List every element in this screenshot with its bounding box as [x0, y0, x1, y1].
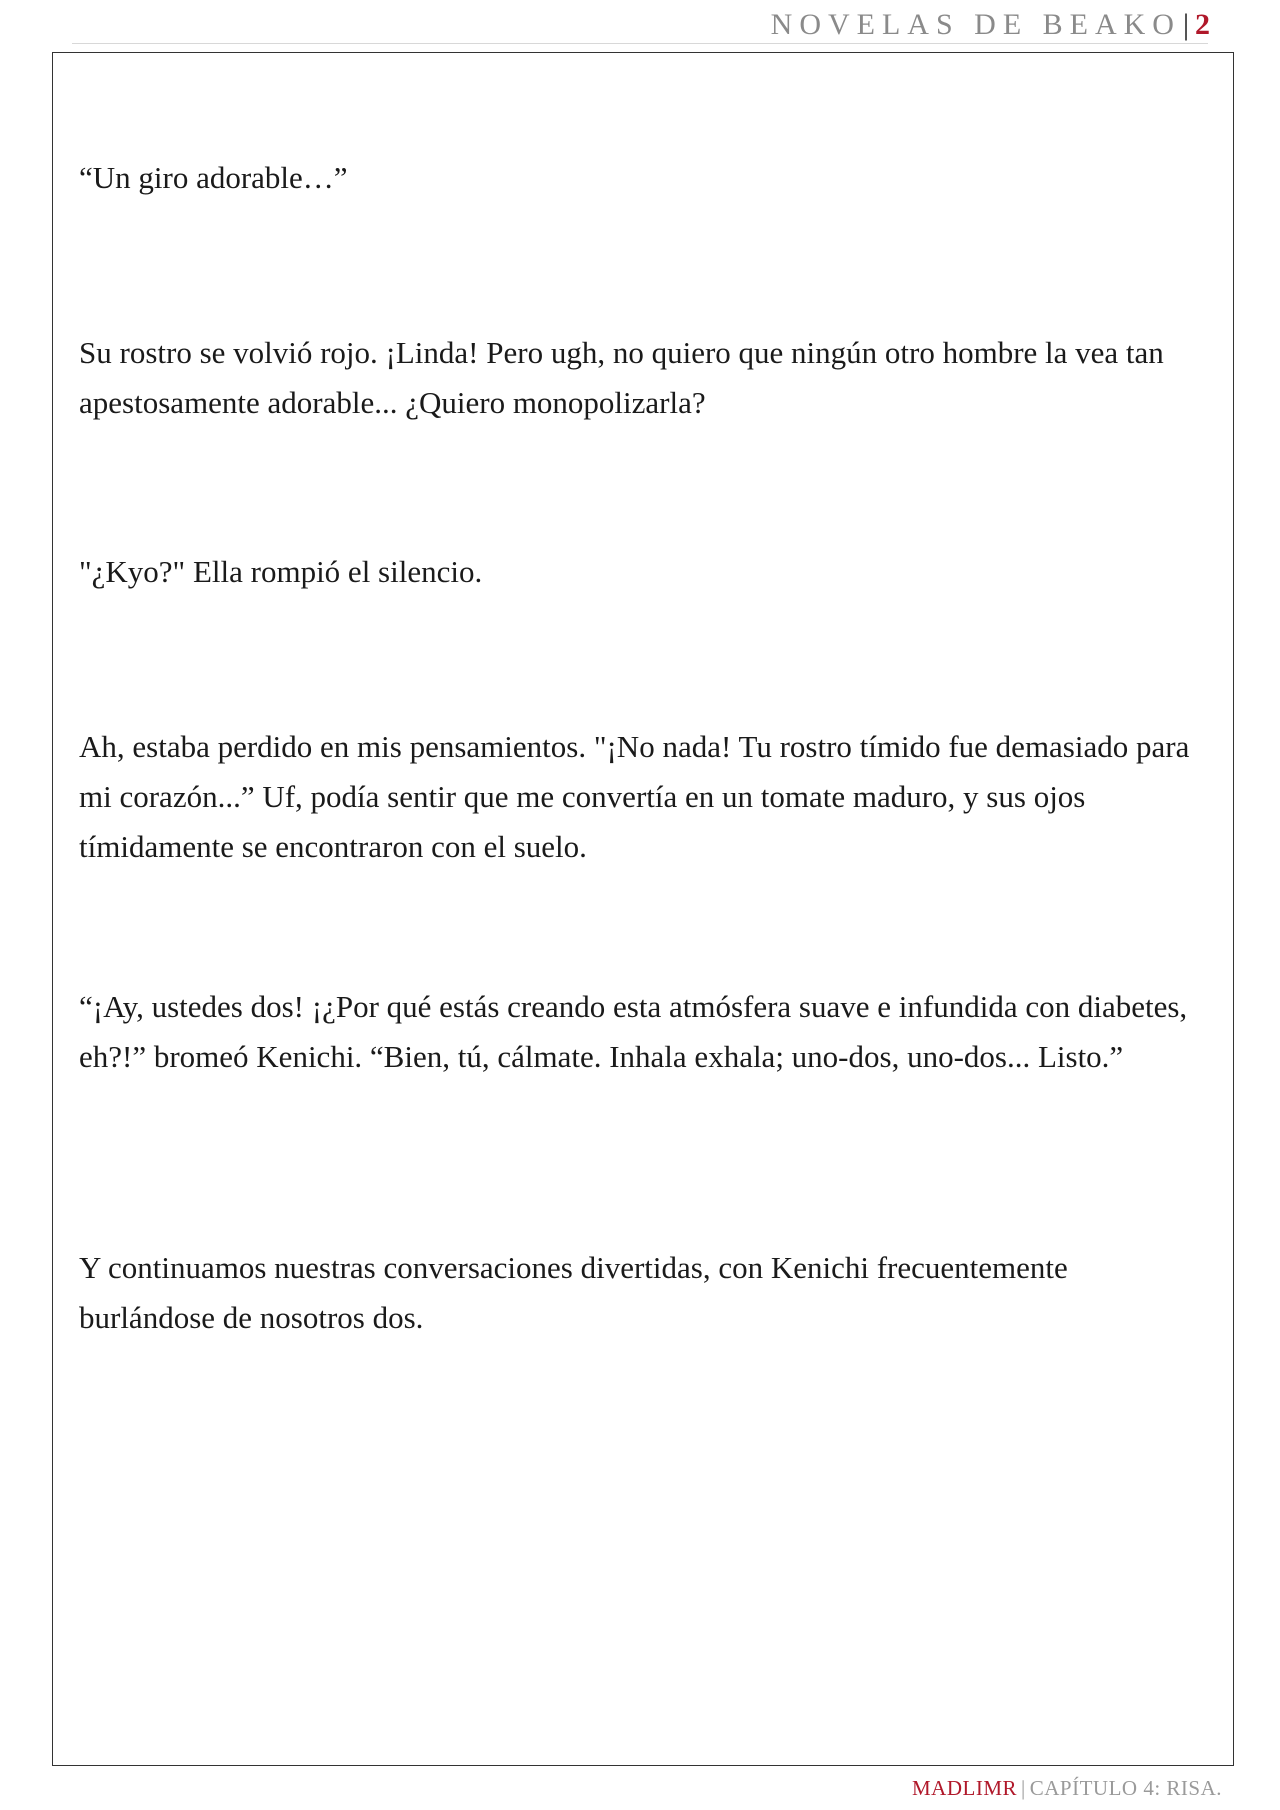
- footer-chapter: CAPÍTULO 4: RISA.: [1029, 1776, 1222, 1800]
- header-title: NOVELAS DE BEAKO: [770, 8, 1181, 41]
- paragraph-4: Ah, estaba perdido en mis pensamientos. "¡No nada! Tu rostro tímido fue demasiado para mi corazón...” Uf, podía sentir que me convertía en un tomate maduro, y sus ojos tímidamente se encontraron con el suelo.: [79, 729, 1190, 864]
- page-footer: [912, 1776, 1222, 1801]
- footer-separator: |: [1021, 1776, 1026, 1800]
- paragraph-2: Su rostro se volvió rojo. ¡Linda! Pero ugh, no quiero que ningún otro hombre la vea tan apestosamente adorable... ¿Quiero monopolizarla?: [79, 335, 1164, 420]
- paragraph-6: Y continuamos nuestras conversaciones divertidas, con Kenichi frecuentemente burlándose de nosotros dos.: [79, 1250, 1068, 1335]
- header-rule: [72, 43, 1208, 44]
- page-header: [771, 6, 1210, 44]
- page-frame: [52, 52, 1234, 1766]
- paragraph-5: “¡Ay, ustedes dos! ¡¿Por qué estás creando esta atmósfera suave e infundida con diabetes, eh?!” bromeó Kenichi. “Bien, tú, cálmate. Inhala exhala; uno-dos, uno-dos... Listo.”: [79, 989, 1188, 1074]
- footer-author: MADLIMR: [912, 1776, 1018, 1800]
- paragraph-3: "¿Kyo?" Ella rompió el silencio.: [79, 554, 483, 589]
- header-separator: |: [1182, 8, 1189, 41]
- paragraph-1: “Un giro adorable…”: [79, 160, 348, 195]
- page-number: 2: [1195, 8, 1210, 41]
